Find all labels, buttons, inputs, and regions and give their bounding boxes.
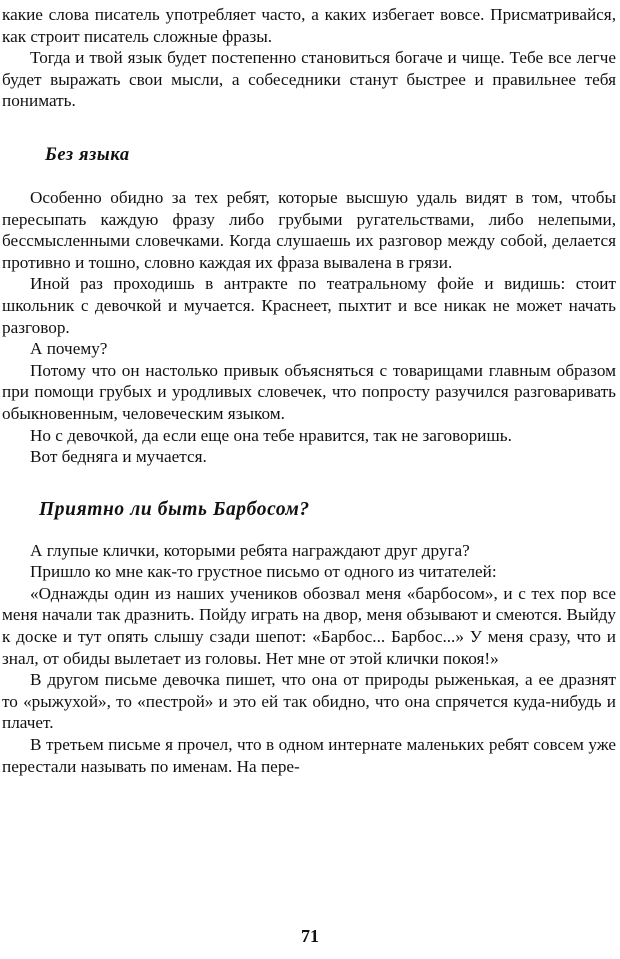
section2-paragraph-1: А глупые клички, которыми ребята награждают друг друга?: [30, 540, 470, 560]
section2-paragraph-4: В другом письме девочка пишет, что она от природы рыженькая, а ее дразнят то «рыжухой», то «пестрой» и это ей так обидно, что она спрячется куда-нибудь и плачет.: [2, 670, 616, 733]
section2-paragraph-5: В третьем письме я прочел, что в одном интернате маленьких ребят совсем уже перестали называть по именам. На пере-: [2, 735, 616, 776]
section2-paragraph-2: Пришло ко мне как-то грустное письмо от одного из читателей:: [30, 562, 497, 582]
section1-paragraph-3: А почему?: [30, 339, 108, 359]
section1-paragraph-2: Иной раз проходишь в антракте по театральному фойе и видишь: стоит школьник с девочкой и мучается. Краснеет, пыхтит и все никак не может начать разговор.: [2, 274, 616, 337]
section2-letter-quote: «Однажды один из наших учеников обозвал меня «барбосом», и с тех пор все меня начали так дразнить. Пойду играть на двор, меня обзывают и смеются. Выйду к доске и тут опять слышу сзади шепот: «Барбос... Барбос...» У меня сразу, что и знал, от обиды вылетает из головы. Нет мне от этой клички покоя!»: [2, 583, 616, 668]
section-heading-bez-yazyka: Без языка: [45, 144, 130, 165]
section1-paragraph-4: Потому что он настолько привык объясняться с товарищами главным образом при помощи грубых и уродливых словечек, что попросту разучился разговаривать обыкновенным, человеческим языком.: [2, 360, 616, 423]
page-number: 71: [301, 926, 319, 946]
section1-paragraph-5: Но с девочкой, да если еще она тебе нравится, так не заговоришь.: [30, 425, 512, 445]
intro-paragraph-2: Тогда и твой язык будет постепенно становиться богаче и чище. Тебе все легче будет выражать свои мысли, а собеседники станут быстрее и правильнее тебя понимать.: [2, 48, 616, 111]
section1-paragraph-1: Особенно обидно за тех ребят, которые высшую удаль видят в том, чтобы пересыпать каждую фразу либо грубыми ругательствами, либо нелепыми, бессмысленными словечками. Когда слушаешь их разговор между собой, делается противно и тошно, словно каждая их фраза вывалена в грязи.: [2, 187, 616, 272]
intro-paragraph-1: какие слова писатель употребляет часто, а каких избегает вовсе. Присматривайся, как строит писатель сложные фразы.: [2, 5, 616, 46]
section1-paragraph-6: Вот бедняга и мучается.: [30, 447, 207, 467]
section-heading-barbos: Приятно ли быть Барбосом?: [39, 498, 310, 520]
